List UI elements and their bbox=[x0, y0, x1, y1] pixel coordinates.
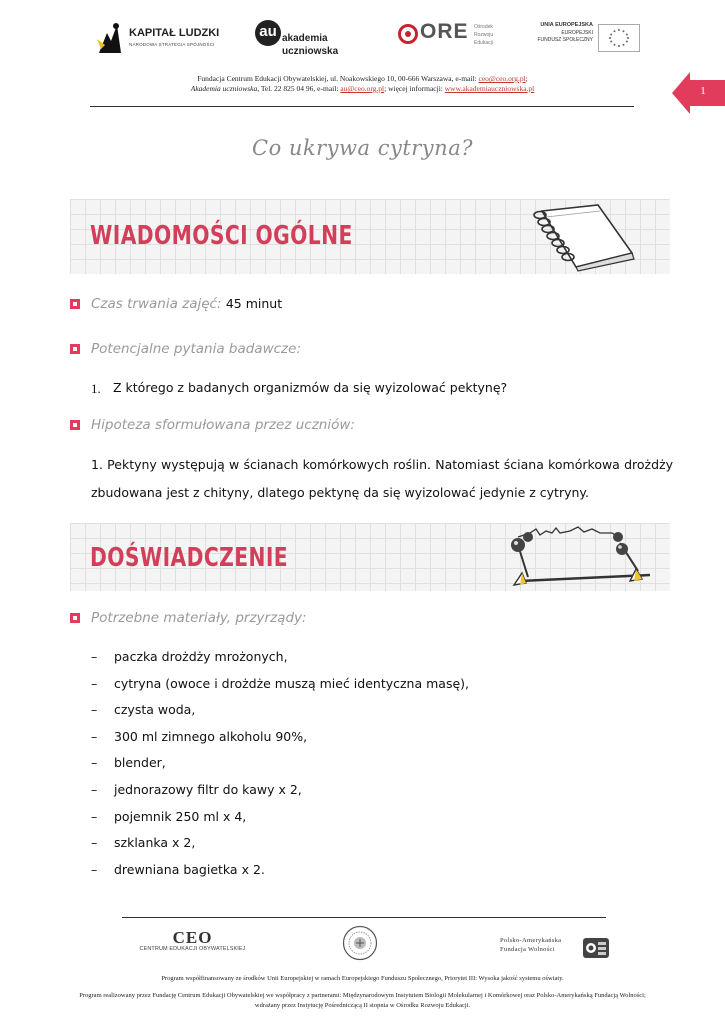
paf-line1: Polsko-Amerykańska bbox=[500, 937, 562, 944]
eu-flag-icon bbox=[598, 24, 640, 52]
contact-text: , Tel. 22 825 04 96, e-mail: bbox=[257, 84, 341, 93]
material-text: jednorazowy filtr do kawy x 2, bbox=[114, 781, 302, 797]
square-bullet-icon bbox=[70, 344, 80, 354]
question-number: 1. bbox=[91, 381, 101, 396]
dash-bullet: – bbox=[91, 702, 98, 718]
paf-logo bbox=[500, 935, 610, 961]
eu-logo bbox=[530, 22, 640, 52]
material-text: czysta woda, bbox=[114, 702, 196, 718]
footer-line1: Program współfinansowany ze środków Unii Europejskiej w ramach Europejskiego Funduszu Społecznego, Priorytet III: Wysoka jakość systemu oświaty. bbox=[161, 975, 564, 982]
banner-general-info bbox=[70, 199, 670, 274]
kapital-ludzki-logo bbox=[95, 17, 220, 59]
footer-line3: wdrażany przez Instytucję Pośredniczącą II stopnia w Ośrodku Rozwoju Edukacji. bbox=[254, 1002, 471, 1009]
ore-name: ORE bbox=[420, 20, 469, 43]
page-number: 1 bbox=[700, 85, 706, 97]
banner-experiment-title: DOŚWIADCZENIE bbox=[90, 543, 289, 573]
kapital-ludzki-title: KAPITAŁ LUDZKI bbox=[129, 27, 220, 39]
paf-line2: Fundacja Wolności bbox=[500, 946, 555, 953]
materials-label: Potrzebne materiały, przyrządy: bbox=[91, 610, 307, 626]
contact-org: Akademia uczniowska bbox=[190, 84, 258, 93]
eu-line2: EUROPEJSKI bbox=[561, 29, 593, 36]
material-text: blender, bbox=[114, 755, 166, 771]
kapital-ludzki-subtitle: NARODOWA STRATEGIA SPÓJNOŚCI bbox=[129, 42, 215, 47]
eu-line1: UNIA EUROPEJSKA bbox=[540, 22, 593, 28]
ceo-logo bbox=[135, 930, 250, 960]
header-contact-line2 bbox=[0, 84, 725, 93]
akademia-uczniowska-logo bbox=[255, 18, 355, 58]
hypothesis-line1: 1. Pektyny występują w ścianach komórkowych roślin. Natomiast ściana komórkowa drożdży bbox=[91, 457, 673, 472]
eu-line3: FUNDUSZ SPOŁECZNY bbox=[537, 37, 593, 43]
ore-line: Rozwoju bbox=[474, 32, 494, 38]
au-line2: uczniowska bbox=[282, 46, 339, 57]
document-title: Co ukrywa cytryna? bbox=[252, 136, 473, 160]
ceo-logo-mark: CEO bbox=[172, 928, 213, 947]
material-text: paczka drożdży mrożonych, bbox=[114, 649, 288, 664]
square-bullet-icon bbox=[70, 613, 80, 623]
question-text: Z którego z badanych organizmów da się wyizolować pektynę? bbox=[113, 380, 508, 395]
material-text: drewniana bagietka x 2. bbox=[114, 861, 265, 877]
header-contact-line1 bbox=[0, 74, 725, 83]
banner-experiment bbox=[70, 523, 670, 591]
square-bullet-icon bbox=[70, 420, 80, 430]
paf-emblem-icon bbox=[582, 935, 610, 961]
institute-seal-icon bbox=[342, 925, 378, 961]
material-text: cytryna (owoce i drożdże muszą mieć identyczna masę), bbox=[114, 675, 469, 691]
au-email-link[interactable]: au@ceo.org.pl bbox=[340, 84, 385, 93]
duration-value: 45 minut bbox=[225, 296, 283, 311]
notebook-icon bbox=[520, 201, 640, 273]
ore-line: Edukacji bbox=[474, 40, 493, 46]
duration-label bbox=[91, 296, 282, 312]
dash-bullet: – bbox=[91, 675, 98, 691]
footer-divider bbox=[122, 917, 606, 918]
ceo-logo-text: CENTRUM EDUKACJI OBYWATELSKIEJ bbox=[139, 946, 246, 952]
dash-bullet: – bbox=[91, 835, 98, 851]
material-text: 300 ml zimnego alkoholu 90%, bbox=[114, 728, 308, 744]
dash-bullet: – bbox=[91, 755, 98, 771]
pendulum-apparatus-icon bbox=[500, 523, 660, 591]
questions-label: Potencjalne pytania badawcze: bbox=[91, 341, 301, 357]
ore-lines bbox=[474, 23, 493, 47]
dash-bullet: – bbox=[91, 781, 98, 797]
material-text: szklanka x 2, bbox=[114, 835, 196, 851]
kapital-ludzki-icon bbox=[95, 19, 125, 57]
contact-text: ; bbox=[525, 74, 528, 83]
ceo-email-link[interactable]: ceo@ceo.org.pl bbox=[478, 74, 526, 83]
contact-text: Fundacja Centrum Edukacji Obywatelskiej, ul. Noakowskiego 10, 00-666 Warszawa, e-mail: bbox=[197, 74, 479, 83]
material-text: pojemnik 250 ml x 4, bbox=[114, 808, 247, 824]
hypothesis-line2: zbudowana jest z chityny, dlatego pektynę da się wyizolować jedynie z cytryny. bbox=[91, 485, 589, 500]
eu-text bbox=[537, 22, 593, 45]
au-line1: akademia bbox=[282, 33, 328, 44]
au-mark: au bbox=[255, 20, 281, 46]
dash-bullet: – bbox=[91, 649, 98, 664]
website-link[interactable]: www.akademiauczniowska.pl bbox=[444, 84, 535, 93]
hypothesis-label: Hipoteza sformułowana przez uczniów: bbox=[91, 417, 355, 433]
contact-text: ; więcej informacji: bbox=[384, 84, 445, 93]
dash-bullet: – bbox=[91, 861, 98, 877]
ore-circle-icon bbox=[398, 24, 418, 44]
footer-line2: Program realizowany przez Fundację Centrum Edukacji Obywatelskiej we współpracy z partnerami: Międzynarodowym Instytutem Biologii Molekularnej i Komórkowej oraz Polsko-Amerykańską Fundacją Wolności; bbox=[79, 992, 646, 999]
header-divider bbox=[90, 106, 634, 107]
banner-general-title: WIADOMOŚCI OGÓLNE bbox=[90, 221, 353, 251]
ore-line: Ośrodek bbox=[474, 24, 493, 30]
paf-text bbox=[500, 936, 561, 954]
page-number-badge bbox=[672, 72, 725, 114]
duration-label-text: Czas trwania zajęć: bbox=[91, 296, 222, 312]
square-bullet-icon bbox=[70, 299, 80, 309]
ore-logo bbox=[398, 22, 498, 54]
dash-bullet: – bbox=[91, 728, 98, 744]
dash-bullet: – bbox=[91, 808, 98, 824]
